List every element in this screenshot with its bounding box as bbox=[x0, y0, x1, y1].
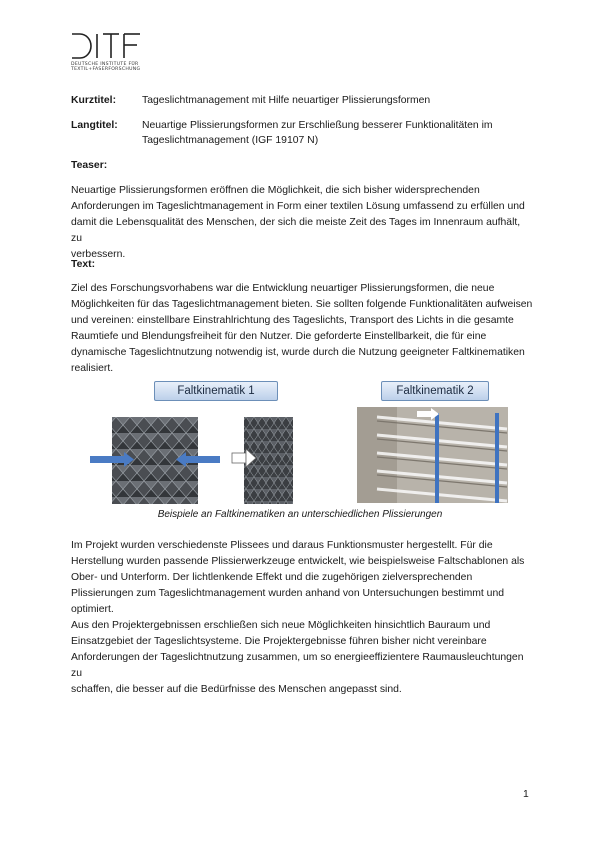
text-line: Raumtiefe und Blendungsfreiheit für den Nutzer. Die geforderte Einstellbarkeit, die für eine bbox=[71, 331, 487, 342]
text-line: optimiert. bbox=[71, 604, 114, 615]
pleat-photo-1 bbox=[88, 417, 222, 504]
kurztitel-value: Tageslichtmanagement mit Hilfe neuartiger Plissierungsformen bbox=[142, 95, 431, 106]
page-number: 1 bbox=[523, 789, 529, 800]
text-line: Ober- und Unterform. Der lichtlenkende Effekt und die zugehörigen zielversprechenden bbox=[71, 572, 473, 583]
teaser-paragraph bbox=[71, 183, 533, 263]
logo-subtitle-line1: DEUTSCHE INSTITUTE FÜR bbox=[71, 62, 139, 67]
arrow-left-icon bbox=[186, 456, 220, 463]
faltkinematik-2-label: Faltkinematik 2 bbox=[381, 381, 489, 401]
text-line: Möglichkeiten für das Tageslichtmanagement bieten. Sie sollten folgende Funktionalitäten aufweisen bbox=[71, 299, 533, 310]
blind-photo-image bbox=[357, 407, 508, 503]
pleat-photo-2 bbox=[230, 417, 293, 504]
teaser-line: Neuartige Plissierungsformen eröffnen die Möglichkeit, die sich bisher widersprechenden bbox=[71, 185, 480, 196]
text-line: Herstellung wurden passende Plissierwerkzeuge entwickelt, wie beispielsweise Faltschablonen als bbox=[71, 556, 525, 567]
kurztitel-label: Kurztitel: bbox=[71, 95, 117, 106]
text-line: und vereinen: einstellbare Einstrahlrichtung des Tageslichts, Transport des Lichts in die gesamte bbox=[71, 315, 514, 326]
text-paragraph-2 bbox=[71, 538, 533, 698]
blind-photo bbox=[357, 407, 508, 503]
text-line: Anforderungen der Tageslichtnutzung zusammen, um so energieeffizientere Raumausleuchtungen zu bbox=[71, 652, 524, 679]
text-line: Plissierungen zum Tageslichtmanagement wurden anhand von Untersuchungen bestimmt und bbox=[71, 588, 505, 599]
text-paragraph-1 bbox=[71, 281, 533, 377]
arrow-right-white-icon bbox=[232, 453, 246, 463]
figure-caption: Beispiele an Faltkinematiken an unterschiedlichen Plissierungen bbox=[157, 509, 443, 520]
arrow-right-white-icon bbox=[417, 411, 431, 417]
langtitel-line1: Neuartige Plissierungsformen zur Erschließung besserer Funktionalitäten im bbox=[142, 120, 493, 131]
langtitel-line2: Tageslichtmanagement (IGF 19107 N) bbox=[142, 135, 319, 146]
text-line: realisiert. bbox=[71, 363, 114, 374]
text-line: Aus den Projektergebnissen erschließen sich neue Möglichkeiten hinsichtlich Bauraum und bbox=[71, 620, 491, 631]
teaser-line: Anforderungen im Tageslichtmanagement in Form einer textilen Lösung umfassend zu erfüllen und bbox=[71, 201, 525, 212]
arrow-right-icon bbox=[90, 456, 124, 463]
ditf-logo-mark bbox=[71, 33, 141, 59]
teaser-line: damit die Lebensqualität des Menschen, der sich die meiste Zeit des Tages im Innenraum aufhält, zu bbox=[71, 217, 521, 244]
text-heading: Text: bbox=[71, 259, 96, 270]
text-line: Einsatzgebiet der Tageslichtsysteme. Die Projektergebnisse führen bisher nicht vereinbare bbox=[71, 636, 487, 647]
ditf-logo bbox=[71, 33, 161, 73]
langtitel-label: Langtitel: bbox=[71, 120, 118, 131]
teaser-line: verbessern. bbox=[71, 249, 126, 260]
logo-subtitle-line2: TEXTIL+FASERFORSCHUNG bbox=[71, 67, 141, 73]
pleat-photo-1-image bbox=[88, 417, 222, 504]
text-line: schaffen, die besser auf die Bedürfnisse des Menschen angepasst sind. bbox=[71, 684, 402, 695]
text-line: Im Projekt wurden verschiedenste Plissees und daraus Funktionsmuster hergestellt. Für die bbox=[71, 540, 493, 551]
teaser-heading: Teaser: bbox=[71, 160, 108, 171]
pleat-photo-2-image bbox=[230, 417, 293, 504]
langtitel-value bbox=[142, 118, 552, 148]
text-line: Ziel des Forschungsvorhabens war die Entwicklung neuartiger Plissierungsformen, die neue bbox=[71, 283, 495, 294]
text-line: dynamische Tageslichtnutzung notwendig ist, wurde durch die Nutzung geeigneter Faltkinematiken bbox=[71, 347, 525, 358]
faltkinematik-1-label: Faltkinematik 1 bbox=[154, 381, 278, 401]
logo-subtitle bbox=[71, 62, 161, 73]
